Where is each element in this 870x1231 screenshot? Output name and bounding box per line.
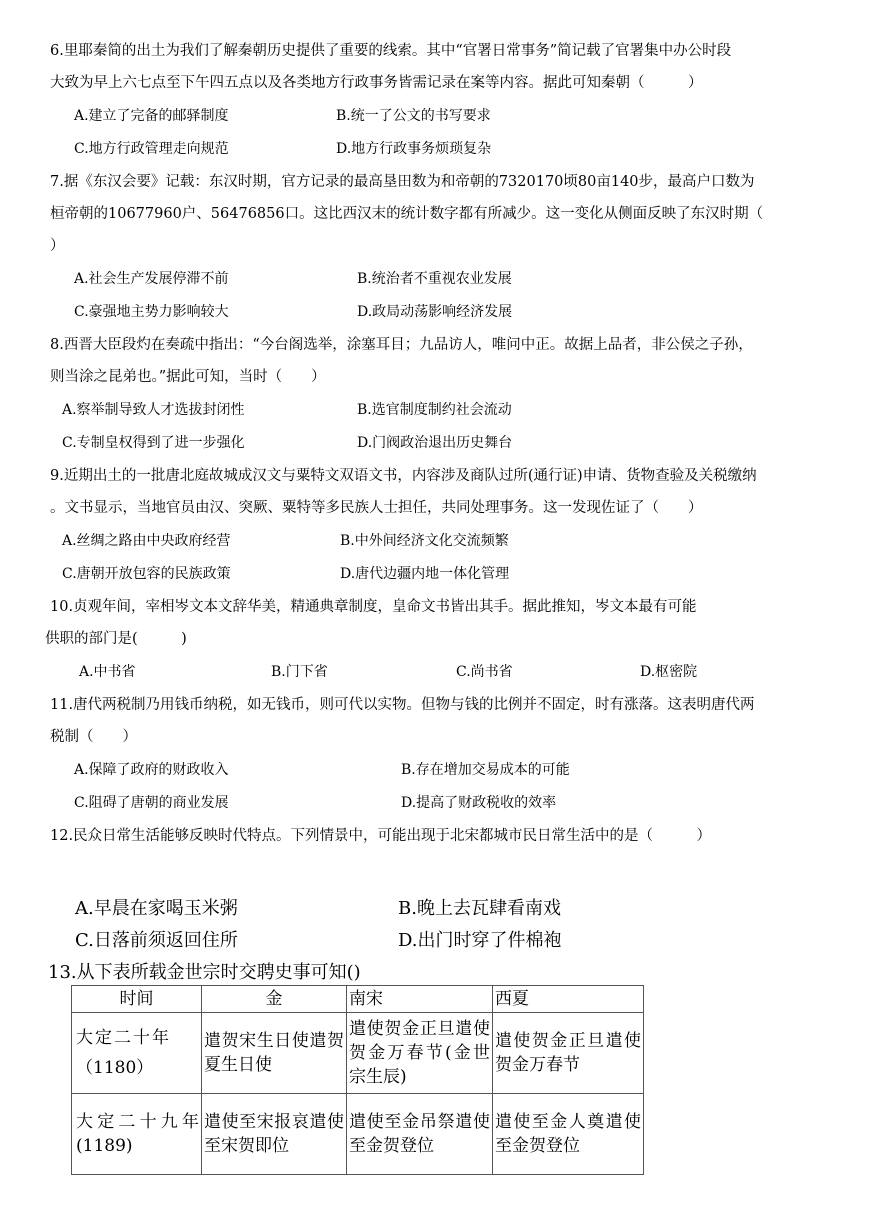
time-era: 大定二十年 xyxy=(76,1028,171,1048)
q13-stem-line-1: 13.从下表所载金世宗时交聘史事可知() xyxy=(48,962,361,983)
q7-option-c: C.豪强地主势力影响较大 xyxy=(74,304,229,320)
q12-option-c: C.日落前须返回住所 xyxy=(75,930,238,951)
time-year: (1189) xyxy=(76,1136,133,1156)
q9-option-b: B.中外间经济文化交流频繁 xyxy=(340,533,509,549)
q6-option-c: C.地方行政管理走向规范 xyxy=(74,141,229,157)
q9-stem-line-1: 9.近期出土的一批唐北庭故城成汉文与粟特文双语文书，内容涉及商队过所(通行证)申请、货物查验及关税缴纳 xyxy=(50,468,757,484)
q11-option-a: A.保障了政府的财政收入 xyxy=(74,762,229,778)
q7-stem-line-2: 桓帝朝的10677960户、56476856口。这比西汉末的统计数字都有所减少。这一变化从侧面反映了东汉时期（ xyxy=(50,206,764,222)
cell-western-xia: 遣使贺金正旦遣使贺金万春节 xyxy=(493,1013,644,1094)
q7-stem-line-3: ） xyxy=(50,238,65,254)
q10-stem-line-1: 10.贞观年间，宰相岑文本文辞华美，精通典章制度，皇命文书皆出其手。据此推知，岑文本最有可能 xyxy=(50,599,697,615)
q7-option-b: B.统治者不重视农业发展 xyxy=(357,271,512,287)
q11-option-d: D.提高了财政税收的效率 xyxy=(401,795,557,811)
q12-stem-line-1: 12.民众日常生活能够反映时代特点。下列情景中，可能出现于北宋都城市民日常生活中的是（ ） xyxy=(50,828,712,844)
q9-stem-line-2: 。文书显示，当地官员由汉、突厥、粟特等多民族人士担任，共同处理事务。这一发现佐证了（ ） xyxy=(50,500,703,516)
q8-option-b: B.选官制度制约社会流动 xyxy=(357,402,512,418)
q11-stem-line-2: 税制（ ） xyxy=(50,729,137,745)
table-header-row xyxy=(72,986,644,1013)
q6-stem-line-1: 6.里耶秦简的出土为我们了解秦朝历史提供了重要的线索。其中“官署日常事务”简记载了官署集中办公时段 xyxy=(50,43,732,59)
cell-time xyxy=(72,1094,202,1175)
table-row xyxy=(72,1013,644,1094)
header-western-xia: 西夏 xyxy=(493,986,644,1013)
q8-stem-line-1: 8.西晋大臣段灼在奏疏中指出：“今台阁选举，涂塞耳目；九品访人，唯问中正。故据上品者，非公侯之子孙， xyxy=(50,337,753,353)
cell-jin: 遣贺宋生日使遣贺夏生日使 xyxy=(202,1013,347,1094)
time-era: 大定二十九年 xyxy=(76,1112,199,1132)
q11-stem-line-1: 11.唐代两税制乃用钱币纳税，如无钱币，则可代以实物。但物与钱的比例并不固定，时有涨落。这表明唐代两 xyxy=(50,697,755,713)
q8-option-a: A.察举制导致人才选拔封闭性 xyxy=(62,402,245,418)
header-jin: 金 xyxy=(202,986,347,1013)
q9-option-d: D.唐代边疆内地一体化管理 xyxy=(340,566,510,582)
time-year: （1180） xyxy=(76,1058,154,1078)
table-row xyxy=(72,1094,644,1175)
header-southern-song: 南宋 xyxy=(347,986,493,1013)
cell-jin: 遣使至宋报哀遣使至宋贺即位 xyxy=(202,1094,347,1175)
q8-stem-line-2: 则当涂之昆弟也。”据此可知，当时（ ） xyxy=(50,369,326,385)
q10-option-a: A.中书省 xyxy=(79,664,136,680)
diplomacy-table xyxy=(71,985,644,1175)
q8-option-c: C.专制皇权得到了进一步强化 xyxy=(62,435,245,451)
q11-option-b: B.存在增加交易成本的可能 xyxy=(401,762,570,778)
q6-option-a: A.建立了完备的邮驿制度 xyxy=(74,108,229,124)
q10-option-b: B.门下省 xyxy=(271,664,328,680)
q10-option-c: C.尚书省 xyxy=(456,664,513,680)
q10-stem-line-2: 供职的部门是( ) xyxy=(45,631,187,647)
q7-option-a: A.社会生产发展停滞不前 xyxy=(74,271,229,287)
header-time: 时间 xyxy=(72,986,202,1013)
q7-stem-line-1: 7.据《东汉会要》记载：东汉时期，官方记录的最高垦田数为和帝朝的7320170顷80亩140步，最高户口数为 xyxy=(50,174,755,190)
q12-option-a: A.早晨在家喝玉米粥 xyxy=(75,898,238,919)
q9-option-c: C.唐朝开放包容的民族政策 xyxy=(62,566,231,582)
cell-southern-song: 遣使至金吊祭遣使至金贺登位 xyxy=(347,1094,493,1175)
cell-time xyxy=(72,1013,202,1094)
q6-stem-line-2: 大致为早上六七点至下午四五点以及各类地方行政事务皆需记录在案等内容。据此可知秦朝（ ） xyxy=(50,75,703,91)
q7-option-d: D.政局动荡影响经济发展 xyxy=(357,304,513,320)
q9-option-a: A.丝绸之路由中央政府经营 xyxy=(62,533,231,549)
cell-western-xia: 遣使至金人奠遣使至金贺登位 xyxy=(493,1094,644,1175)
cell-southern-song: 遣使贺金正旦遣使贺金万春节(金世宗生辰) xyxy=(347,1013,493,1094)
q8-option-d: D.门阀政治退出历史舞台 xyxy=(357,435,513,451)
q6-option-d: D.地方行政事务烦琐复杂 xyxy=(336,141,492,157)
q12-option-d: D.出门时穿了件棉袍 xyxy=(398,930,562,951)
q6-option-b: B.统一了公文的书写要求 xyxy=(336,108,491,124)
q12-option-b: B.晚上去瓦肆看南戏 xyxy=(398,898,561,919)
q11-option-c: C.阻碍了唐朝的商业发展 xyxy=(74,795,229,811)
q10-option-d: D.枢密院 xyxy=(640,664,698,680)
